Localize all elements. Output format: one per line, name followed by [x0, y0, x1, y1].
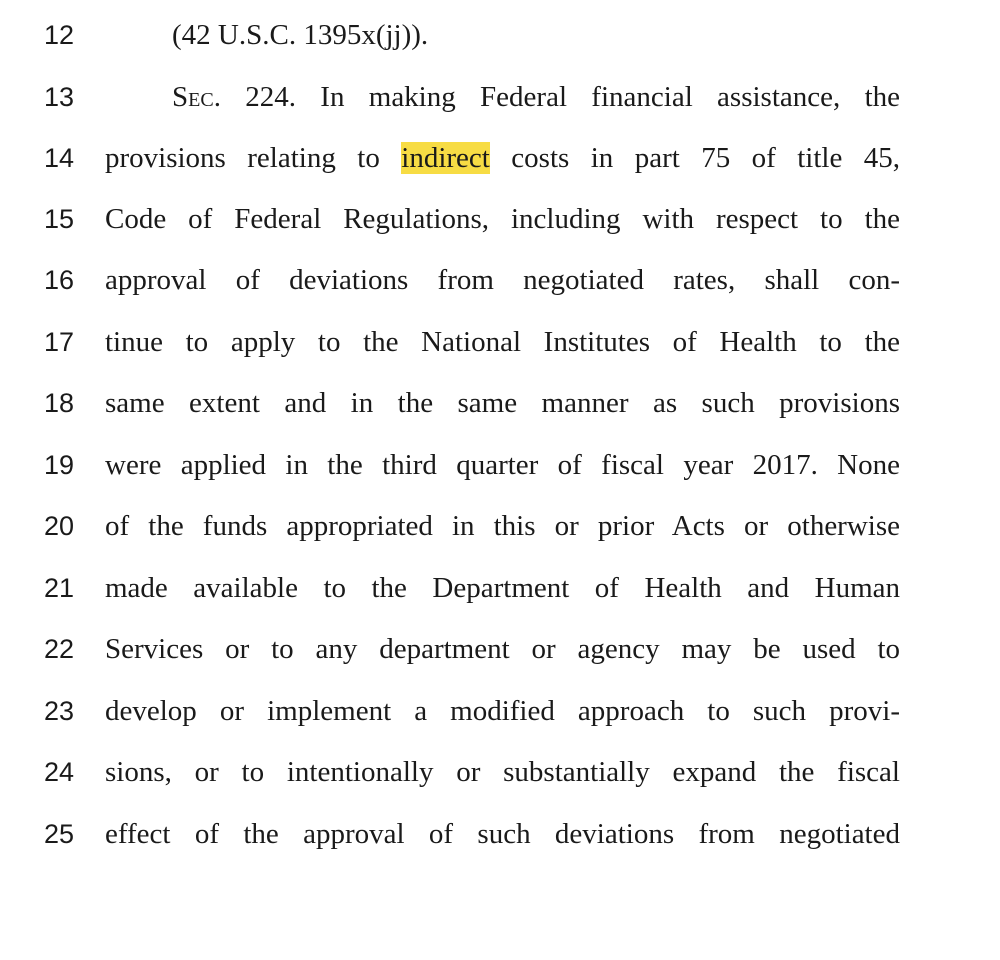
line-number: 14: [44, 143, 75, 173]
line-number: 16: [44, 265, 75, 295]
line-number: 15: [44, 204, 75, 234]
line-23: [0, 691, 1000, 731]
line-text: sions, or to intentionally or substantially expand the fiscal: [105, 756, 900, 788]
line-15: [0, 199, 1000, 239]
line-number: 20: [44, 511, 75, 541]
line-number: 24: [44, 757, 75, 787]
line-text: tinue to apply to the National Institutes of Health to the: [105, 326, 900, 358]
line-text: develop or implement a modified approach to such provi-: [105, 695, 900, 727]
line-13: [0, 77, 1000, 117]
line-number: 23: [44, 696, 75, 726]
line-text: were applied in the third quarter of fiscal year 2017. None: [105, 449, 900, 481]
line-18: [0, 383, 1000, 423]
line-20: [0, 506, 1000, 546]
line-number: 25: [44, 819, 75, 849]
line-text: same extent and in the same manner as such provisions: [105, 387, 900, 419]
section-label: Sec: [172, 81, 214, 113]
line-number: 18: [44, 388, 75, 418]
line-text: made available to the Department of Health and Human: [105, 572, 900, 604]
line-text: of the funds appropriated in this or prior Acts or otherwise: [105, 510, 900, 542]
line-22: [0, 629, 1000, 669]
line-text: Services or to any department or agency may be used to: [105, 633, 900, 665]
line-text: approval of deviations from negotiated rates, shall con-: [105, 264, 900, 296]
line-14: [0, 138, 1000, 178]
section-text: . 224. In making Federal financial assistance, the: [213, 81, 900, 113]
highlighted-word[interactable]: indirect: [401, 142, 490, 174]
line-text: (42 U.S.C. 1395x(jj)).: [172, 19, 429, 51]
line-number: 19: [44, 450, 75, 480]
line-number: 21: [44, 573, 75, 603]
line-number: 22: [44, 634, 75, 664]
line-text: [172, 77, 900, 117]
line-16: [0, 260, 1000, 300]
line-text: [105, 138, 900, 178]
line-12: [0, 15, 1000, 55]
line-17: [0, 322, 1000, 362]
line-19: [0, 445, 1000, 485]
line-number: 12: [44, 20, 75, 50]
text-before-highlight: provisions relating to: [105, 142, 380, 174]
line-number: 17: [44, 327, 75, 357]
line-text: effect of the approval of such deviations from negotiated: [105, 818, 900, 850]
text-after-highlight: costs in part 75 of title 45,: [511, 142, 900, 174]
line-text: Code of Federal Regulations, including with respect to the: [105, 203, 900, 235]
line-24: [0, 752, 1000, 792]
line-21: [0, 568, 1000, 608]
line-25: [0, 814, 1000, 854]
line-number: 13: [44, 82, 75, 112]
